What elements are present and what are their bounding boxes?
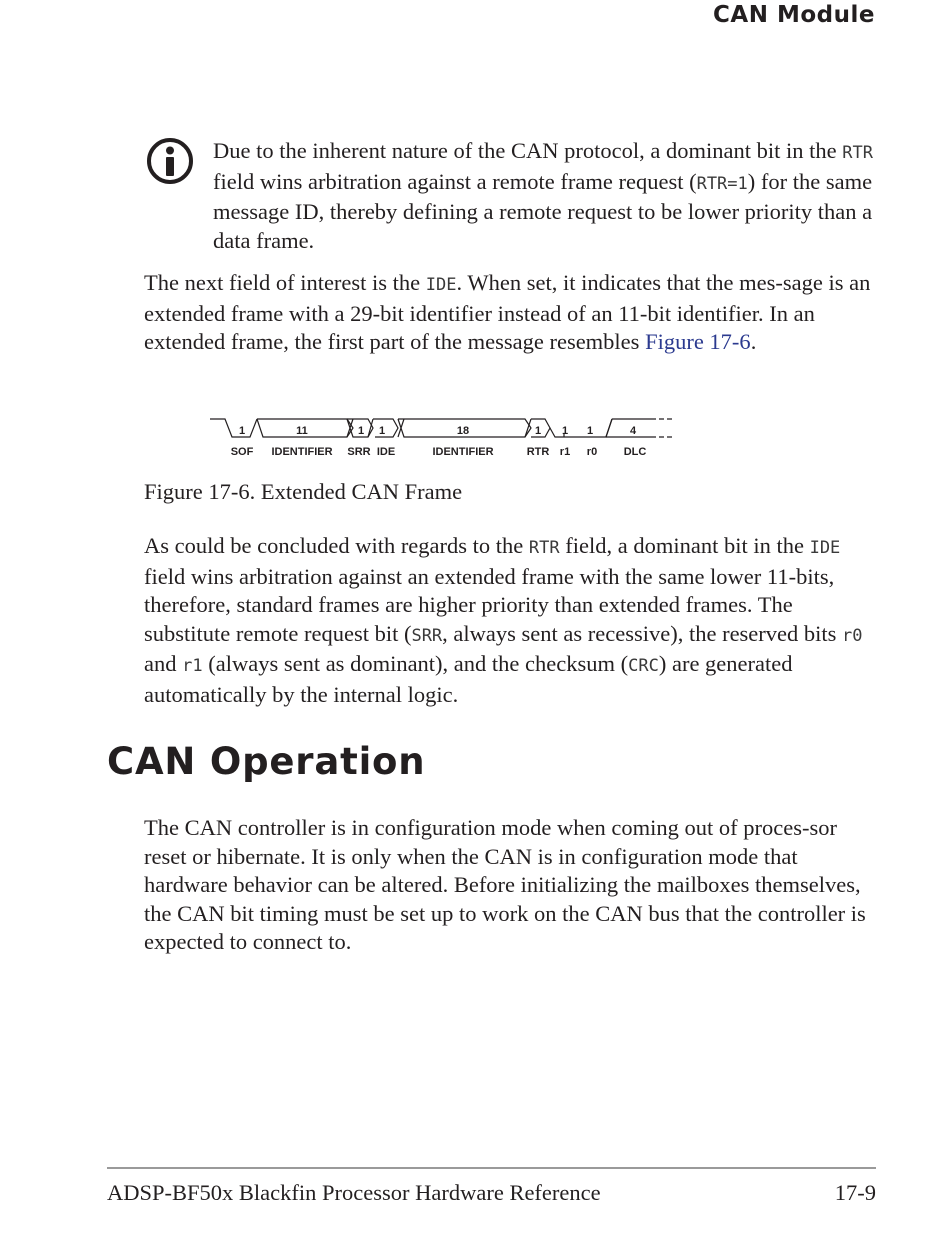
paragraph-can-operation: The CAN controller is in configuration mode when coming out of proces-sor reset or hibernate. It is only when the CAN is in configuration mode that hardware behavior can be altered. Before initializing the mailboxes themselves, the CAN bit timing must be set up to work on the CAN bus that the controller is expected to connect to. [144,815,866,955]
rtr-bits: 1 [534,425,542,437]
ide-bits: 1 [378,425,386,437]
paragraph-ide: The next field of interest is the IDE. When set, it indicates that the mes-sage is an extended frame with a 29-bit identifier instead of an 11-bit identifier. In an extended frame, the first part of the message resembles Figure 17-6. [144,270,871,355]
identifier-11-label: IDENTIFIER [271,446,333,458]
sof-bits: 1 [238,425,246,437]
figure-link[interactable]: Figure 17-6 [645,329,751,355]
footer-divider [107,1167,876,1169]
footer-book-title: ADSP-BF50x Blackfin Processor Hardware Reference [107,1180,601,1205]
note-text: Due to the inherent nature of the CAN protocol, a dominant bit in the RTR field wins arbitration against a remote frame request (RTR=1) for the same message ID, thereby defining a remote request to be lower priority than a data frame. [213,138,873,253]
code-rtr: RTR [842,143,873,163]
extended-can-frame-diagram [205,410,685,466]
r1-label: r1 [559,446,571,458]
code-rtr-1: RTR=1 [696,173,748,194]
identifier-11-bits: 11 [296,425,308,437]
section-heading: CAN Operation [107,740,426,783]
identifier-18-label: IDENTIFIER [432,446,494,458]
identifier-18-bits: 18 [456,425,470,437]
paragraph-arbitration: As could be concluded with regards to the RTR field, a dominant bit in the IDE field wins arbitration against an extended frame with the same lower 11-bits, therefore, standard frames are higher priority than extended frames. The substitute remote request bit (SRR, always sent as recessive), the reserved bits r0 and r1 (always sent as dominant), and the checksum (CRC) are generated automatically by the internal logic. [144,533,863,707]
running-header-title: CAN Module [713,2,875,28]
code-ide: IDE [425,275,457,295]
ide-label: IDE [376,446,396,458]
footer-page-number: 17-9 [834,1180,876,1205]
r1-bits: 1 [561,425,569,437]
sof-label: SOF [230,446,254,458]
srr-bits: 1 [357,425,365,437]
figure-caption: Figure 17-6. Extended CAN Frame [144,479,463,504]
r0-bits: 1 [586,425,594,437]
r0-label: r0 [586,446,598,458]
dlc-bits: 4 [629,425,637,437]
dlc-label: DLC [623,446,647,458]
srr-label: SRR [347,446,371,458]
rtr-label: RTR [526,446,550,458]
info-icon [146,137,194,185]
